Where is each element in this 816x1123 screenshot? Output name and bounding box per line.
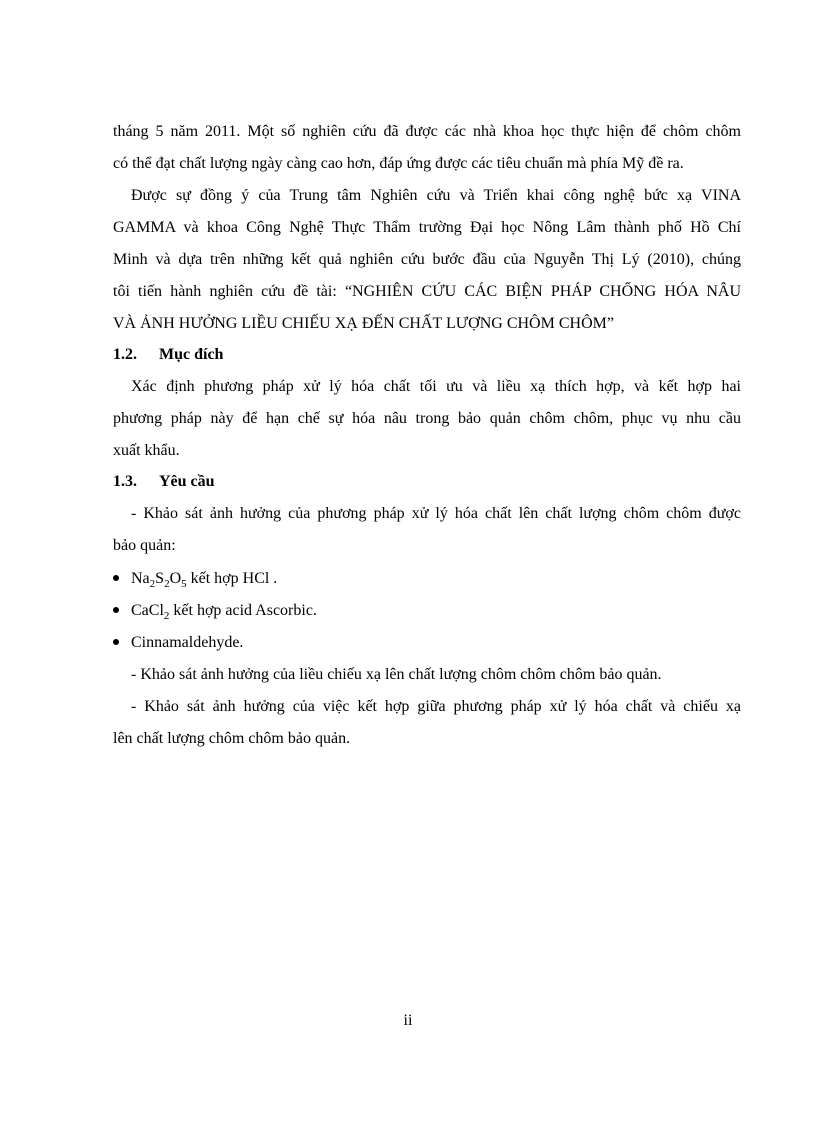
requirement-chem-line-1: - Khảo sát ảnh hưởng của phương pháp xử lý hóa chất lên chất lượng chôm chôm được bbox=[131, 505, 741, 522]
requirement-dose-line: - Khảo sát ảnh hưởng của liều chiếu xạ lên chất lượng chôm chôm chôm bảo quản. bbox=[131, 666, 662, 683]
chem-formula: CaCl$_2$ bbox=[131, 602, 170, 622]
purpose-line-3: xuất khẩu. bbox=[113, 442, 180, 459]
approval-line-3: Minh và dựa trên những kết quả nghiên cứu bước đầu của Nguyễn Thị Lý (2010), chúng bbox=[113, 251, 741, 268]
section-title: Mục đích bbox=[159, 346, 224, 363]
bullet-text: kết hợp HCl . bbox=[186, 570, 278, 587]
bullet-item-cinnamaldehyde bbox=[113, 633, 243, 653]
approval-line-5: VÀ ẢNH HƯỞNG LIỀU CHIẾU XẠ ĐẾN CHẤT LƯỢNG CHÔM CHÔM” bbox=[113, 315, 614, 332]
purpose-line-1: Xác định phương pháp xử lý hóa chất tối ưu và liều xạ thích hợp, và kết hợp hai bbox=[131, 378, 741, 395]
section-title: Yêu cầu bbox=[159, 473, 215, 490]
bullet-item-sodium-metabisulfite bbox=[113, 569, 277, 594]
bullet-icon bbox=[113, 575, 119, 581]
bullet-icon bbox=[113, 639, 119, 645]
section-heading-requirements bbox=[113, 472, 741, 492]
intro-line-1: tháng 5 năm 2011. Một số nghiên cứu đã được các nhà khoa học thực hiện để chôm chôm bbox=[113, 123, 741, 140]
bullet-item-calcium-chloride bbox=[113, 601, 317, 626]
approval-line-4: tôi tiến hành nghiên cứu đề tài: “NGHIÊN CỨU CÁC BIỆN PHÁP CHỐNG HÓA NÂU bbox=[113, 283, 741, 300]
bullet-icon bbox=[113, 607, 119, 613]
bullet-text: Cinnamaldehyde. bbox=[131, 634, 244, 651]
requirement-combined-line-2: lên chất lượng chôm chôm bảo quản. bbox=[113, 730, 351, 747]
approval-line-1: Được sự đồng ý của Trung tâm Nghiên cứu và Triển khai công nghệ bức xạ VINA bbox=[131, 187, 741, 204]
section-number: 1.2. bbox=[113, 346, 137, 363]
bullet-text: kết hợp acid Ascorbic. bbox=[169, 602, 317, 619]
approval-line-2: GAMMA và khoa Công Nghệ Thực Thẩm trường Đại học Nông Lâm thành phố Hồ Chí bbox=[113, 219, 741, 236]
section-heading-purpose bbox=[113, 345, 741, 365]
requirement-combined-line-1: - Khảo sát ảnh hưởng của việc kết hợp giữa phương pháp xử lý hóa chất và chiếu xạ bbox=[131, 698, 741, 715]
requirement-chem-line-2: bảo quản: bbox=[113, 537, 176, 554]
section-number: 1.3. bbox=[113, 473, 137, 490]
intro-line-2: có thể đạt chất lượng ngày càng cao hơn, đáp ứng được các tiêu chuẩn mà phía Mỹ đề ra. bbox=[113, 155, 684, 172]
chem-formula: $Na_2S_2O_5$ bbox=[131, 570, 187, 590]
purpose-line-2: phương pháp này để hạn chế sự hóa nâu trong bảo quản chôm chôm, phục vụ nhu cầu bbox=[113, 410, 741, 427]
page-number: ii bbox=[403, 1012, 413, 1029]
